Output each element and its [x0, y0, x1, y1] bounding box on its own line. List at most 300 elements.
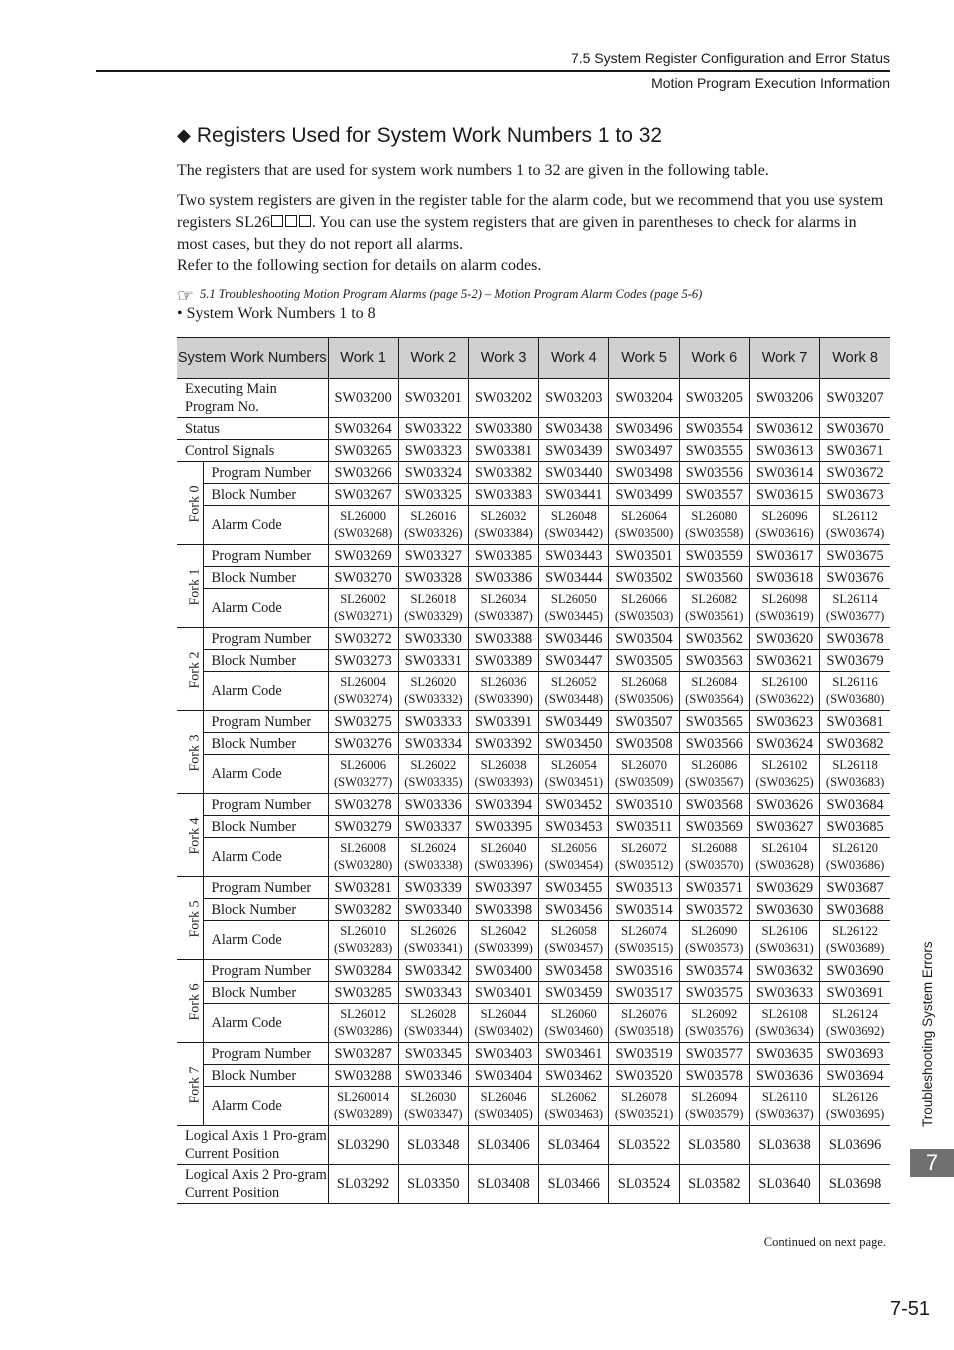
register-cell: SW03565	[679, 711, 749, 733]
register-cell: SW03499	[609, 484, 679, 506]
register-cell: SW03575	[679, 982, 749, 1004]
alarm-code-cell	[539, 672, 609, 711]
register-cell: SW03334	[398, 733, 468, 755]
alarm-long-register: SL26068	[621, 675, 667, 689]
row-sub-label: Block Number	[203, 484, 328, 506]
header-section-title: 7.5 System Register Configuration and Error Status	[570, 50, 890, 66]
alarm-code-cell	[468, 1087, 538, 1126]
register-cell: SW03207	[820, 379, 890, 418]
register-cell: SW03562	[679, 628, 749, 650]
register-cell: SW03398	[468, 899, 538, 921]
register-cell: SW03279	[328, 816, 398, 838]
register-cell: SL03406	[468, 1126, 538, 1165]
alarm-word-register: (SW03283)	[333, 941, 393, 955]
register-cell: SW03670	[820, 418, 890, 440]
register-cell: SW03389	[468, 650, 538, 672]
alarm-long-register: SL26108	[761, 1007, 808, 1021]
fork-name: Fork 3	[187, 734, 203, 772]
register-cell: SW03620	[749, 628, 819, 650]
alarm-long-register: SL260014	[337, 1090, 390, 1104]
alarm-long-register: SL26086	[691, 758, 738, 772]
register-cell: SL03348	[398, 1126, 468, 1165]
recommendation-text-b: . You can use the system registers that are given in parentheses to check for alarms in most cases, but they do not report all alarms.	[177, 214, 857, 253]
register-cell: SW03516	[609, 960, 679, 982]
header-work-3: Work 3	[468, 338, 538, 379]
alarm-code-cell	[820, 1004, 890, 1043]
register-cell: SW03502	[609, 567, 679, 589]
alarm-word-register: (SW03634)	[755, 1024, 814, 1038]
alarm-word-register: (SW03326)	[404, 526, 463, 540]
alarm-code-cell	[820, 506, 890, 545]
alarm-word-register: (SW03347)	[404, 1107, 463, 1121]
register-cell: SW03498	[609, 462, 679, 484]
cross-reference[interactable]	[177, 281, 703, 307]
alarm-code-cell	[749, 838, 819, 877]
alarm-word-register: (SW03329)	[404, 609, 463, 623]
reference-link[interactable]: 5.1 Troubleshooting Motion Program Alarms (page 5-2) – Motion Program Alarm Codes (page 5-6)	[200, 287, 703, 301]
alarm-code-cell	[749, 672, 819, 711]
row-label: Status	[177, 418, 328, 440]
alarm-word-register: (SW03573)	[685, 941, 744, 955]
alarm-long-register: SL26088	[691, 841, 738, 855]
register-cell: SW03559	[679, 545, 749, 567]
placeholder-box-icon	[285, 215, 297, 227]
alarm-word-register: (SW03503)	[614, 609, 674, 623]
register-cell: SW03555	[679, 440, 749, 462]
alarm-code-cell	[749, 589, 819, 628]
alarm-word-register: (SW03335)	[404, 775, 463, 789]
alarm-code-cell	[609, 506, 679, 545]
alarm-word-register: (SW03512)	[614, 858, 674, 872]
header-work-8: Work 8	[820, 338, 890, 379]
alarm-code-cell	[609, 1087, 679, 1126]
alarm-code-cell	[679, 672, 749, 711]
row-sub-label: Program Number	[203, 711, 328, 733]
register-cell: SL03464	[539, 1126, 609, 1165]
alarm-code-cell	[539, 755, 609, 794]
register-cell: SW03513	[609, 877, 679, 899]
header-work-7: Work 7	[749, 338, 819, 379]
row-sub-label: Alarm Code	[203, 921, 328, 960]
register-cell: SW03517	[609, 982, 679, 1004]
register-cell: SW03203	[539, 379, 609, 418]
table-row	[177, 755, 890, 794]
register-cell: SW03497	[609, 440, 679, 462]
alarm-code-cell	[539, 921, 609, 960]
alarm-long-register: SL26064	[621, 509, 667, 523]
alarm-code-cell	[398, 838, 468, 877]
register-cell: SW03574	[679, 960, 749, 982]
alarm-word-register: (SW03396)	[474, 858, 533, 872]
register-cell: SW03444	[539, 567, 609, 589]
alarm-long-register: SL26034	[480, 592, 527, 606]
alarm-code-cell	[539, 1004, 609, 1043]
alarm-long-register: SL26076	[621, 1007, 667, 1021]
register-cell: SW03672	[820, 462, 890, 484]
table-row	[177, 877, 890, 899]
alarm-code-cell	[679, 1004, 749, 1043]
register-cell: SW03626	[749, 794, 819, 816]
register-cell: SL03408	[468, 1165, 538, 1204]
alarm-word-register: (SW03289)	[333, 1107, 393, 1121]
register-cell: SW03343	[398, 982, 468, 1004]
alarm-word-register: (SW03451)	[544, 775, 603, 789]
alarm-long-register: SL26116	[832, 675, 878, 689]
register-cell: SW03563	[679, 650, 749, 672]
register-cell: SW03443	[539, 545, 609, 567]
placeholder-box-icon	[299, 215, 311, 227]
register-cell: SW03446	[539, 628, 609, 650]
alarm-code-cell	[609, 921, 679, 960]
table-row	[177, 711, 890, 733]
alarm-long-register: SL26058	[550, 924, 597, 938]
register-cell: SW03505	[609, 650, 679, 672]
table-header-row	[177, 338, 890, 379]
fork-label	[177, 1043, 203, 1126]
alarm-long-register: SL26062	[550, 1090, 597, 1104]
alarm-code-cell	[398, 1004, 468, 1043]
register-cell: SW03496	[609, 418, 679, 440]
alarm-word-register: (SW03628)	[755, 858, 814, 872]
register-cell: SL03524	[609, 1165, 679, 1204]
register-cell: SW03440	[539, 462, 609, 484]
alarm-word-register: (SW03695)	[825, 1107, 885, 1121]
register-cell: SW03572	[679, 899, 749, 921]
alarm-word-register: (SW03286)	[333, 1024, 393, 1038]
alarm-word-register: (SW03567)	[685, 775, 744, 789]
alarm-long-register: SL26104	[761, 841, 808, 855]
table-row	[177, 1087, 890, 1126]
alarm-word-register: (SW03277)	[333, 775, 393, 789]
alarm-long-register: SL26110	[761, 1090, 808, 1104]
register-cell: SW03508	[609, 733, 679, 755]
alarm-word-register: (SW03399)	[474, 941, 533, 955]
table-row	[177, 379, 890, 418]
register-cell: SW03285	[328, 982, 398, 1004]
alarm-word-register: (SW03619)	[755, 609, 814, 623]
row-sub-label: Program Number	[203, 877, 328, 899]
alarm-word-register: (SW03677)	[825, 609, 885, 623]
register-cell: SW03206	[749, 379, 819, 418]
row-sub-label: Alarm Code	[203, 672, 328, 711]
alarm-code-cell	[609, 838, 679, 877]
alarm-long-register: SL26080	[691, 509, 738, 523]
row-sub-label: Block Number	[203, 567, 328, 589]
alarm-word-register: (SW03402)	[474, 1024, 533, 1038]
register-cell: SW03380	[468, 418, 538, 440]
register-table	[177, 337, 890, 1204]
alarm-code-cell	[468, 589, 538, 628]
row-sub-label: Block Number	[203, 1065, 328, 1087]
register-cell: SW03330	[398, 628, 468, 650]
alarm-long-register: SL26078	[621, 1090, 667, 1104]
alarm-long-register: SL26008	[340, 841, 387, 855]
alarm-word-register: (SW03338)	[404, 858, 463, 872]
row-sub-label: Block Number	[203, 733, 328, 755]
fork-label	[177, 545, 203, 628]
alarm-code-cell	[468, 672, 538, 711]
alarm-word-register: (SW03280)	[333, 858, 393, 872]
alarm-word-register: (SW03570)	[685, 858, 744, 872]
table-row	[177, 628, 890, 650]
diamond-icon: ◆	[177, 125, 191, 145]
header-work-4: Work 4	[539, 338, 609, 379]
register-cell: SL03290	[328, 1126, 398, 1165]
alarm-code-cell	[749, 921, 819, 960]
alarm-long-register: SL26074	[621, 924, 667, 938]
header-system-work-numbers: System Work Numbers	[177, 338, 328, 379]
alarm-code-cell	[679, 921, 749, 960]
register-cell: SW03630	[749, 899, 819, 921]
alarm-long-register: SL26054	[550, 758, 597, 772]
register-cell: SW03571	[679, 877, 749, 899]
register-cell: SW03385	[468, 545, 538, 567]
recommendation-text-a: Two system registers are given in the register table for the alarm code, but we recommend that you use system registers SL26	[177, 192, 884, 231]
alarm-long-register: SL26106	[761, 924, 808, 938]
register-cell: SW03386	[468, 567, 538, 589]
table-row	[177, 899, 890, 921]
register-cell: SW03397	[468, 877, 538, 899]
alarm-word-register: (SW03686)	[825, 858, 885, 872]
alarm-code-cell	[749, 506, 819, 545]
register-cell: SW03676	[820, 567, 890, 589]
table-row	[177, 960, 890, 982]
row-sub-label: Program Number	[203, 960, 328, 982]
register-cell: SW03337	[398, 816, 468, 838]
alarm-long-register: SL26020	[410, 675, 457, 689]
alarm-long-register: SL26044	[480, 1007, 527, 1021]
alarm-word-register: (SW03332)	[404, 692, 463, 706]
register-cell: SW03614	[749, 462, 819, 484]
alarm-word-register: (SW03683)	[825, 775, 885, 789]
row-sub-label: Alarm Code	[203, 1087, 328, 1126]
table-row	[177, 1004, 890, 1043]
header-work-2: Work 2	[398, 338, 468, 379]
register-cell: SW03694	[820, 1065, 890, 1087]
register-cell: SW03276	[328, 733, 398, 755]
register-cell: SW03510	[609, 794, 679, 816]
alarm-word-register: (SW03689)	[825, 941, 885, 955]
fork-label	[177, 462, 203, 545]
row-sub-label: Block Number	[203, 650, 328, 672]
table-row	[177, 462, 890, 484]
register-cell: SL03696	[820, 1126, 890, 1165]
register-cell: SW03461	[539, 1043, 609, 1065]
row-sub-label: Block Number	[203, 982, 328, 1004]
row-sub-label: Program Number	[203, 545, 328, 567]
alarm-word-register: (SW03384)	[474, 526, 533, 540]
register-cell: SW03342	[398, 960, 468, 982]
fork-name: Fork 7	[187, 1066, 203, 1104]
row-sub-label: Alarm Code	[203, 506, 328, 545]
alarm-code-cell	[328, 672, 398, 711]
alarm-code-cell	[539, 1087, 609, 1126]
row-sub-label: Block Number	[203, 899, 328, 921]
alarm-code-cell	[328, 921, 398, 960]
row-label: Logical Axis 1 Pro-gram Current Position	[177, 1126, 328, 1165]
register-cell: SW03577	[679, 1043, 749, 1065]
register-cell: SW03684	[820, 794, 890, 816]
register-cell: SW03325	[398, 484, 468, 506]
fork-name: Fork 5	[187, 900, 203, 938]
alarm-long-register: SL26038	[480, 758, 527, 772]
table-row	[177, 672, 890, 711]
register-cell: SW03204	[609, 379, 679, 418]
register-cell: SW03391	[468, 711, 538, 733]
register-cell: SW03671	[820, 440, 890, 462]
register-cell: SW03201	[398, 379, 468, 418]
register-cell: SW03568	[679, 794, 749, 816]
row-label: Logical Axis 2 Pro-gram Current Position	[177, 1165, 328, 1204]
register-cell: SL03522	[609, 1126, 679, 1165]
alarm-long-register: SL26124	[832, 1007, 878, 1021]
table-row	[177, 733, 890, 755]
alarm-word-register: (SW03674)	[825, 526, 885, 540]
register-cell: SW03383	[468, 484, 538, 506]
alarm-long-register: SL26026	[410, 924, 457, 938]
register-cell: SW03331	[398, 650, 468, 672]
alarm-long-register: SL26000	[340, 509, 387, 523]
register-cell: SW03328	[398, 567, 468, 589]
register-cell: SW03336	[398, 794, 468, 816]
alarm-code-cell	[820, 672, 890, 711]
alarm-code-cell	[468, 755, 538, 794]
alarm-long-register: SL26046	[480, 1090, 527, 1104]
register-cell: SW03287	[328, 1043, 398, 1065]
alarm-code-cell	[679, 506, 749, 545]
register-cell: SW03282	[328, 899, 398, 921]
register-cell: SW03395	[468, 816, 538, 838]
fork-name: Fork 0	[187, 485, 203, 523]
register-cell: SW03438	[539, 418, 609, 440]
table-row	[177, 1043, 890, 1065]
register-cell: SW03556	[679, 462, 749, 484]
alarm-code-cell	[398, 589, 468, 628]
table-row	[177, 838, 890, 877]
alarm-long-register: SL26056	[550, 841, 597, 855]
alarm-code-cell	[820, 589, 890, 628]
register-cell: SW03288	[328, 1065, 398, 1087]
register-cell: SW03612	[749, 418, 819, 440]
alarm-long-register: SL26048	[550, 509, 597, 523]
alarm-code-cell	[468, 1004, 538, 1043]
register-cell: SW03284	[328, 960, 398, 982]
alarm-long-register: SL26004	[340, 675, 387, 689]
alarm-long-register: SL26018	[410, 592, 457, 606]
register-cell: SW03339	[398, 877, 468, 899]
register-cell: SW03679	[820, 650, 890, 672]
header-work-5: Work 5	[609, 338, 679, 379]
register-cell: SW03324	[398, 462, 468, 484]
alarm-word-register: (SW03509)	[614, 775, 674, 789]
table-row	[177, 1065, 890, 1087]
alarm-word-register: (SW03442)	[544, 526, 603, 540]
heading-text: Registers Used for System Work Numbers 1 to 32	[196, 124, 663, 147]
register-cell: SL03350	[398, 1165, 468, 1204]
fork-label	[177, 628, 203, 711]
register-cell: SW03333	[398, 711, 468, 733]
register-cell: SL03292	[328, 1165, 398, 1204]
table-row	[177, 418, 890, 440]
alarm-word-register: (SW03564)	[685, 692, 744, 706]
register-cell: SW03458	[539, 960, 609, 982]
register-cell: SW03627	[749, 816, 819, 838]
alarm-long-register: SL26010	[340, 924, 387, 938]
register-cell: SW03629	[749, 877, 819, 899]
register-cell: SL03466	[539, 1165, 609, 1204]
alarm-word-register: (SW03579)	[685, 1107, 744, 1121]
bullet-item: • System Work Numbers 1 to 8	[177, 305, 376, 322]
section-heading	[177, 124, 662, 148]
register-cell: SL03638	[749, 1126, 819, 1165]
alarm-word-register: (SW03680)	[825, 692, 885, 706]
fork-name: Fork 1	[187, 568, 203, 606]
register-cell: SW03381	[468, 440, 538, 462]
register-cell: SW03266	[328, 462, 398, 484]
register-cell: SW03400	[468, 960, 538, 982]
register-cell: SW03623	[749, 711, 819, 733]
alarm-word-register: (SW03454)	[544, 858, 603, 872]
alarm-code-cell	[328, 589, 398, 628]
table-row	[177, 589, 890, 628]
alarm-long-register: SL26024	[410, 841, 457, 855]
register-cell: SW03693	[820, 1043, 890, 1065]
register-cell: SW03345	[398, 1043, 468, 1065]
row-sub-label: Block Number	[203, 816, 328, 838]
fork-name: Fork 6	[187, 983, 203, 1021]
alarm-code-cell	[679, 1087, 749, 1126]
alarm-word-register: (SW03622)	[755, 692, 814, 706]
register-cell: SL03580	[679, 1126, 749, 1165]
alarm-long-register: SL26006	[340, 758, 387, 772]
alarm-code-cell	[398, 506, 468, 545]
alarm-word-register: (SW03393)	[474, 775, 533, 789]
register-cell: SW03618	[749, 567, 819, 589]
table-row	[177, 440, 890, 462]
row-sub-label: Alarm Code	[203, 589, 328, 628]
alarm-long-register: SL26122	[832, 924, 878, 938]
table-row	[177, 484, 890, 506]
register-cell: SW03636	[749, 1065, 819, 1087]
register-cell: SW03632	[749, 960, 819, 982]
alarm-word-register: (SW03518)	[614, 1024, 674, 1038]
intro-paragraph: The registers that are used for system work numbers 1 to 32 are given in the following table.	[177, 162, 769, 179]
alarm-code-cell	[398, 1087, 468, 1126]
register-cell: SW03520	[609, 1065, 679, 1087]
register-cell: SW03635	[749, 1043, 819, 1065]
register-cell: SW03340	[398, 899, 468, 921]
fork-name: Fork 2	[187, 651, 203, 689]
table-row	[177, 921, 890, 960]
alarm-word-register: (SW03616)	[755, 526, 814, 540]
register-cell: SW03675	[820, 545, 890, 567]
alarm-code-cell	[820, 838, 890, 877]
register-cell: SW03449	[539, 711, 609, 733]
register-cell: SL03582	[679, 1165, 749, 1204]
chapter-tab: 7	[910, 1149, 954, 1177]
alarm-code-cell	[749, 755, 819, 794]
register-cell: SW03633	[749, 982, 819, 1004]
alarm-word-register: (SW03341)	[404, 941, 463, 955]
register-cell: SW03501	[609, 545, 679, 567]
alarm-long-register: SL26120	[832, 841, 878, 855]
register-cell: SW03459	[539, 982, 609, 1004]
row-sub-label: Alarm Code	[203, 1004, 328, 1043]
table-row	[177, 506, 890, 545]
register-cell: SW03560	[679, 567, 749, 589]
register-cell: SW03514	[609, 899, 679, 921]
row-sub-label: Program Number	[203, 794, 328, 816]
